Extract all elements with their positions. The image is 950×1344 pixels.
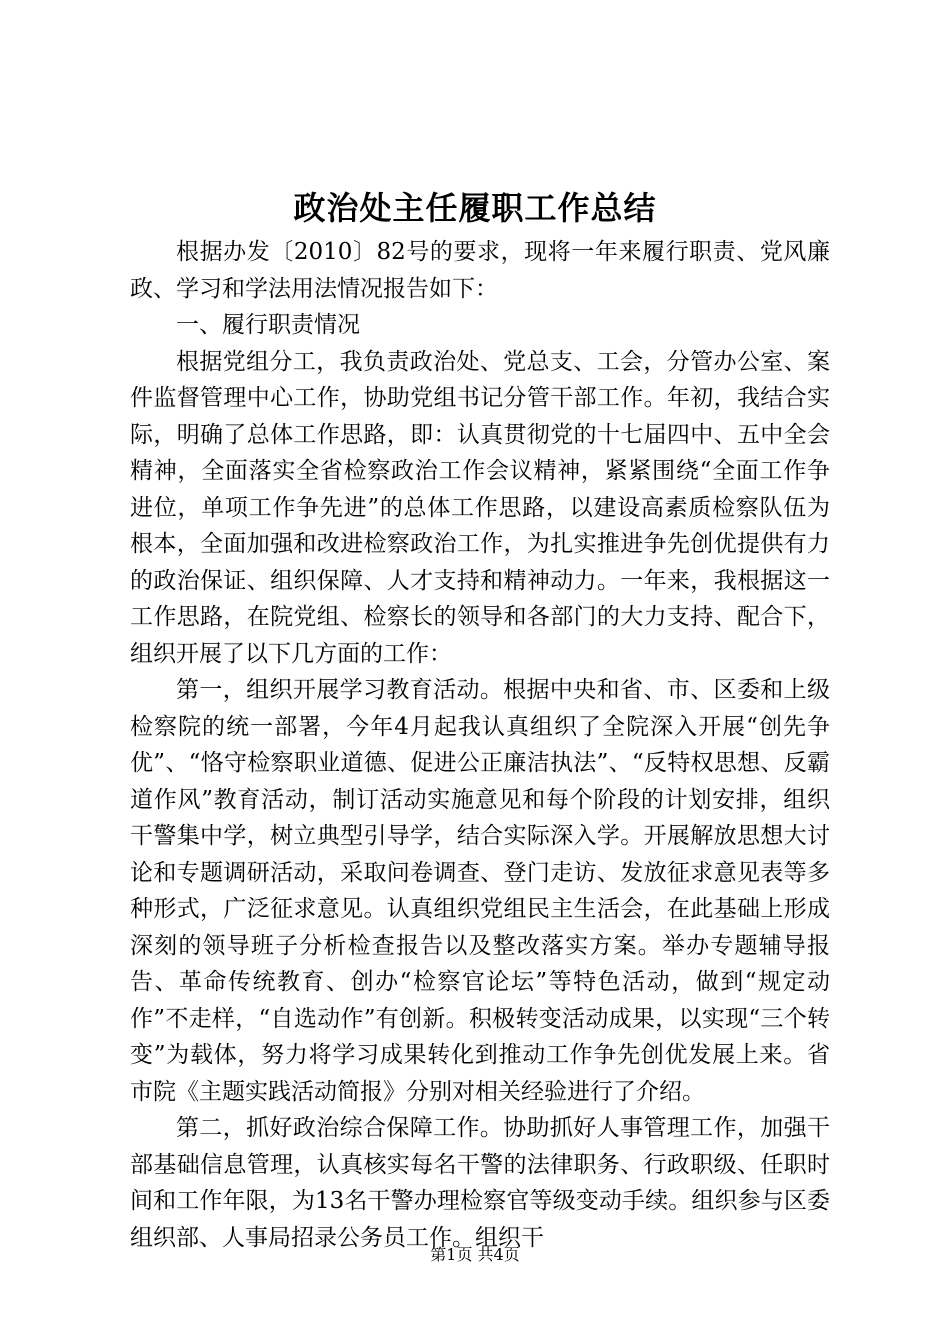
paragraph-intro: 根据办发〔2010〕82号的要求，现将一年来履行职责、党风廉政、学习和学法用法情况报告如下： (130, 239, 830, 302)
paragraph-second: 第二，抓好政治综合保障工作。协助抓好人事管理工作，加强干部基础信息管理，认真核实每名干警的法律职务、行政职级、任职时间和工作年限，为13名干警办理检察官等级变动手续。组织参与区委组织部、人事局招录公务员工作。组织干 (130, 1115, 830, 1251)
document-title: 政治处主任履职工作总结 (293, 189, 657, 227)
document-body (130, 234, 830, 1256)
section-heading-duties: 一、履行职责情况 (176, 312, 360, 338)
page-number-footer: 第1页 共4页 (430, 1245, 520, 1264)
paragraph-first: 第一，组织开展学习教育活动。根据中央和省、市、区委和上级检察院的统一部署，今年4月起我认真组织了全院深入开展“创先争优”、“恪守检察职业道德、促进公正廉洁执法”、“反特权思想、反霸道作风”教育活动，制订活动实施意见和每个阶段的计划安排，组织干警集中学，树立典型引导学，结合实际深入学。开展解放思想大讨论和专题调研活动，采取问卷调查、登门走访、发放征求意见表等多种形式，广泛征求意见。认真组织党组民主生活会，在此基础上形成深刻的领导班子分析检查报告以及整改落实方案。举办专题辅导报告、革命传统教育、创办“检察官论坛”等特色活动，做到“规定动作”不走样，“自选动作”有创新。积极转变活动成果，以实现“三个转变”为载体，努力将学习成果转化到推动工作争先创优发展上来。省市院《主题实践活动简报》分别对相关经验进行了介绍。 (130, 677, 830, 1105)
paragraph-duties: 根据党组分工，我负责政治处、党总支、工会，分管办公室、案件监督管理中心工作，协助党组书记分管干部工作。年初，我结合实际，明确了总体工作思路，即：认真贯彻党的十七届四中、五中全会精神，全面落实全省检察政治工作会议精神，紧紧围绕“全面工作争进位，单项工作争先进”的总体工作思路，以建设高素质检察队伍为根本，全面加强和改进检察政治工作，为扎实推进争先创优提供有力的政治保证、组织保障、人才支持和精神动力。一年来，我根据这一工作思路，在院党组、检察长的领导和各部门的大力支持、配合下，组织开展了以下几方面的工作： (130, 348, 830, 667)
